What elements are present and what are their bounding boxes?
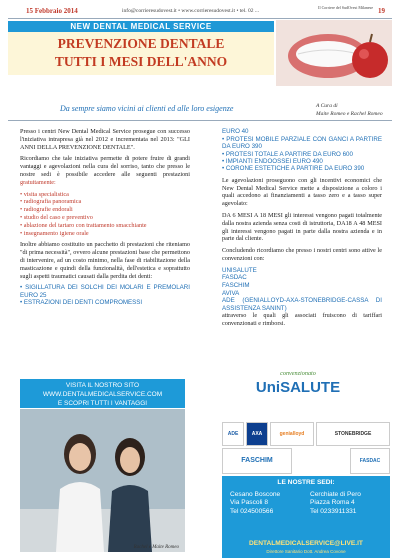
list-item: • visita specialistica xyxy=(20,191,190,199)
headline xyxy=(8,32,274,75)
ade-logo: ADE xyxy=(222,422,244,446)
convention-item: FASCHIM xyxy=(222,281,250,289)
website-link[interactable]: WWW.DENTALMEDICALSERVICE.COM xyxy=(42,391,163,398)
prosthesis-list xyxy=(222,136,382,173)
right-column xyxy=(222,128,382,332)
unisalute-logo xyxy=(222,368,374,420)
left-column xyxy=(20,128,190,307)
list-item: • insegnamento igiene orale xyxy=(20,230,190,238)
article-header xyxy=(8,21,274,75)
website-box[interactable] xyxy=(20,379,185,408)
medical-director: Direttore Sanitario Dott. Andrea Covone xyxy=(266,549,346,554)
fasdac-logo: FASDAC xyxy=(350,448,390,474)
convention-item: FASDAC xyxy=(222,274,247,282)
smile-apple-image xyxy=(276,20,392,86)
headline-line-1: PREVENZIONE DENTALE xyxy=(57,36,225,51)
package-paragraph: Inoltre abbiamo costituito un pacchetto di prestazioni che riteniamo "di prima necessità", ovvero alcune prestazioni base che permettono di intervenire, ad un costo minimo, nella fase di riabilitazione della masticazione e quindi della funzionalità, dell'estetica e soprattutto sugli aspetti traumatici causati dalla perdita dei denti: xyxy=(20,241,190,280)
location-city: Cesano Boscone xyxy=(230,491,281,498)
list-item: • SIGILLATURA DEI SOLCHI DEI MOLARI E PREMOLARI EURO 25 xyxy=(20,284,190,299)
location-address: Via Pascoli 8 xyxy=(230,499,268,507)
headline-line-2: TUTTI I MESI DELL'ANNO xyxy=(54,54,228,69)
unisalute-name: UniSALUTE xyxy=(255,379,341,396)
conventions-list xyxy=(222,267,382,313)
staff-photo xyxy=(20,409,185,552)
genialloyd-logo: genialloyd xyxy=(270,422,314,446)
locations-box xyxy=(222,476,390,558)
locations-title: LE NOSTRE SEDI: xyxy=(277,479,335,486)
financing-paragraph: Le agevolazioni proseguono con gli incentivi economici che New Dental Medical Service mette a disposizione a coloro i quali accedono ai finanziamenti a tasso zero e a tasso super agevolato: xyxy=(222,176,382,208)
list-item: • radiografia panoramica xyxy=(20,198,190,206)
contacts-line: info@corrieresudovest.it • www.corrieresudovest.it • tel. 02 ... xyxy=(122,8,260,14)
location-cesano xyxy=(230,491,280,516)
byline-label: A Cura di xyxy=(316,103,338,109)
list-item: • ESTRAZIONI DEI DENTI COMPROMESSI xyxy=(20,299,190,306)
header-banner: NEW DENTAL MEDICAL SERVICE xyxy=(8,21,274,32)
free-services-paragraph xyxy=(20,155,190,186)
list-item: • ablazione del tartaro con trattamento smacchiante xyxy=(20,222,190,230)
location-cerchiate xyxy=(310,491,361,516)
location-phone: Tel 024500566 xyxy=(230,507,274,515)
issue-date: 15 Febbraio 2014 xyxy=(26,7,78,15)
conventions-intro: Concludendo ricordiamo che presso i nostri centri sono attive le convenzioni con: xyxy=(222,247,382,262)
list-item: • PROTESI TOTALE A PARTIRE DA EURO 600 xyxy=(222,151,382,158)
free-label: gratuitamente: xyxy=(20,178,56,186)
page-number: 19 xyxy=(378,7,385,15)
location-city: Cerchiate di Pero xyxy=(310,491,361,498)
list-item: • studio del caso e preventivo xyxy=(20,214,190,222)
location-address: Piazza Roma 4 xyxy=(310,499,355,507)
price-continuation: EURO 40 xyxy=(222,128,249,135)
divider xyxy=(8,120,392,121)
interest-paragraph: DA 6 MESI A 18 MESI gli interessi vengono pagati totalmente dalla nostra azienda senza costi di istruttoria, DA18 A 48 MESI gli interessi vengono pagati in parte dalla nostra azienda e in parte dal cliente. xyxy=(222,212,382,243)
byline xyxy=(316,102,396,118)
list-item: • radiografie endorali xyxy=(20,206,190,214)
faschim-logo: FASCHIM xyxy=(222,448,292,474)
intro-paragraph: Presso i centri New Dental Medical Service prosegue con successo l'iniziativa intrapresa già nel 2012 e incrementata nel 2013: "GLI ANNI DELLA PREVENZIONE DENTALE". xyxy=(20,128,190,151)
free-services-list xyxy=(20,191,190,238)
free-services-text: Ricordiamo che tale iniziativa permette di potere fruire di grandi vantaggi e agevolazioni nella cura del sorriso, tanto che presso le nostre sedi è possibile accedere alle seguenti prestazioni xyxy=(20,155,190,178)
list-item: • CORONE ESTETICHE A PARTIRE DA EURO 390 xyxy=(222,165,382,172)
stonebridge-logo: STONEBRIDGE xyxy=(316,422,390,446)
axa-logo: AXA xyxy=(246,422,268,446)
reimbursement-paragraph: attraverso le quali gli associati fruiscono di tariffari convenzionati e rimborsi. xyxy=(222,312,382,328)
convention-item: AVIVA xyxy=(222,289,240,297)
website-line-1: VISITA IL NOSTRO SITO xyxy=(65,382,140,389)
convention-item: UNISALUTE xyxy=(222,266,257,274)
photo-caption: Rachel e Maite Romeo xyxy=(133,545,179,550)
top-bar xyxy=(8,4,392,19)
list-item: • IMPIANTI ENDOOSSEI EURO 490 xyxy=(222,158,382,165)
email-link[interactable]: DENTALMEDICALSERVICE@LIVE.IT xyxy=(249,540,363,547)
insurance-logos xyxy=(222,422,390,446)
list-item: • PROTESI MOBILE PARZIALE CON GANCI A PARTIRE DA EURO 390 xyxy=(222,136,382,151)
article-subtitle: Da sempre siamo vicini ai clienti ed alle loro esigenze xyxy=(60,104,234,113)
location-phone: Tel 0233911331 xyxy=(310,507,357,515)
byline-authors: Maite Romeo e Rachel Romeo xyxy=(316,111,383,117)
package-list xyxy=(20,284,190,306)
fund-logos xyxy=(222,448,390,474)
website-line-3: E SCOPRI TUTTI I VANTAGGI xyxy=(57,400,148,407)
convention-label: convenzionato xyxy=(280,370,316,377)
convention-item: ADE (GENIALLOYD-AXA-STONEBRIDGE-CASSA DI ASSISTENZA SANINT) xyxy=(222,297,382,312)
publisher-name: Il Corriere del SudOvest Milanese xyxy=(318,5,373,10)
